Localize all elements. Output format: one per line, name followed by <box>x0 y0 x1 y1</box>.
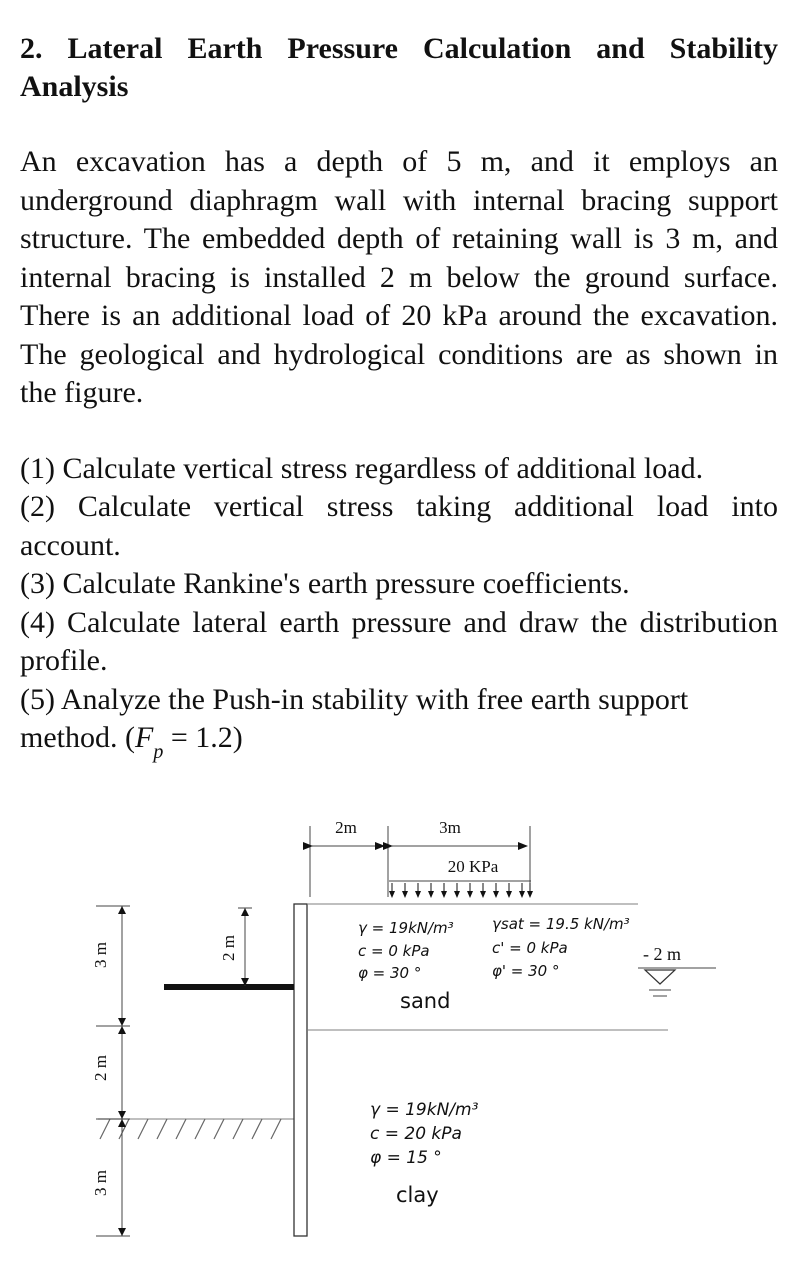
sand-saturated-unit-weight: γsat = 19.5 kN/m³ <box>492 915 630 933</box>
load-width-label: 3m <box>439 818 461 837</box>
sand-unit-weight: γ = 19kN/m³ <box>358 919 454 937</box>
offset-label: 2m <box>335 818 357 837</box>
brace-depth-label: 2 m <box>219 935 238 961</box>
problem-document <box>20 30 778 768</box>
internal-bracing <box>164 984 294 990</box>
clay-unit-weight: γ = 19kN/m³ <box>370 1100 479 1120</box>
clay-label: clay <box>396 1183 439 1207</box>
diaphragm-wall <box>294 904 307 1236</box>
question-2: (2) Calculate vertical stress taking additional load into account. <box>20 490 778 562</box>
section-heading: 2. Lateral Earth Pressure Calculation and Stability Analysis <box>20 32 778 103</box>
factor-symbol: F <box>134 721 154 754</box>
question-3: (3) Calculate Rankine's earth pressure coefficients. <box>20 567 630 600</box>
question-5 <box>20 681 778 768</box>
surcharge-label: 20 KPa <box>447 857 499 876</box>
question-1: (1) Calculate vertical stress regardless of additional load. <box>20 451 704 485</box>
problem-statement: An excavation has a depth of 5 m, and it employs an underground diaphragm wall with internal bracing support structure. The embedded depth of retaining wall is 3 m, and internal bracing is installed 2 m below the ground surface. There is an additional load of 20 kPa around the excavation. The geological and hydrological conditions are as shown in the figure. <box>20 145 778 409</box>
excavation-figure <box>0 800 799 1270</box>
sand-cohesion: c = 0 kPa <box>358 942 430 960</box>
sand-effective-friction-angle: φ' = 30 ° <box>492 962 560 980</box>
depth-label-top: 3 m <box>91 942 110 968</box>
clay-friction-angle: φ = 15 ° <box>370 1148 442 1168</box>
factor-subscript: p <box>153 741 164 763</box>
clay-cohesion: c = 20 kPa <box>370 1124 462 1144</box>
factor-value: = 1.2) <box>163 721 243 754</box>
sand-friction-angle: φ = 30 ° <box>358 964 422 982</box>
depth-label-bottom: 3 m <box>91 1170 110 1196</box>
sand-label: sand <box>400 989 451 1013</box>
brace-depth-arrow-top <box>241 908 249 916</box>
question-5-text: (5) Analyze the Push-in stability with free earth support method. ( <box>20 682 689 754</box>
water-level-label: - 2 m <box>643 944 681 964</box>
surcharge-arrows <box>392 883 530 897</box>
water-table-icon <box>645 970 675 984</box>
depth-label-middle: 2 m <box>91 1055 110 1081</box>
excavation-base-hatch <box>100 1119 281 1139</box>
sand-effective-cohesion: c' = 0 kPa <box>492 939 568 957</box>
question-4: (4) Calculate lateral earth pressure and draw the distribution profile. <box>20 605 778 677</box>
